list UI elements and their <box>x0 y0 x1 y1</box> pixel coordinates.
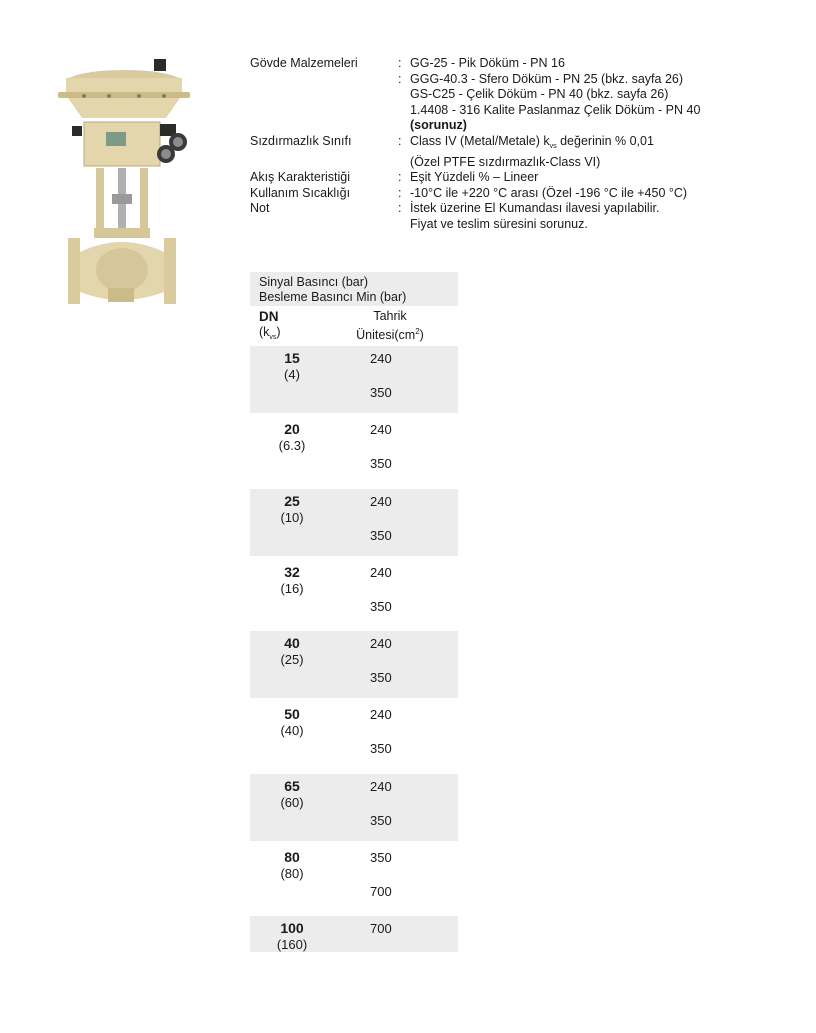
spec-values <box>410 170 790 186</box>
dn-header: DN <box>259 309 279 324</box>
dn-value: 80 <box>284 849 300 866</box>
actuator-size-value: 240 <box>370 493 392 509</box>
spec-label: Akış Karakteristiği <box>250 170 351 185</box>
spec-label: Sızdırmazlık Sınıfı <box>250 133 352 148</box>
actuator-size-value: 240 <box>370 707 392 723</box>
table-row <box>250 774 458 841</box>
kvs-value: (4) <box>284 367 300 382</box>
spec-value-line: Fiyat ve teslim süresini sorunuz. <box>410 216 588 231</box>
spec-row <box>250 56 790 72</box>
dn-value: 32 <box>284 563 300 580</box>
spec-row <box>250 72 790 134</box>
table-row <box>250 560 458 627</box>
kvs-value: (10) <box>280 509 304 525</box>
spec-values <box>410 134 790 170</box>
spec-colon: : <box>398 133 402 148</box>
spec-label: Kullanım Sıcaklığı <box>250 185 351 200</box>
kvs-value: (6.3) <box>278 438 306 454</box>
spec-colon: : <box>398 71 402 86</box>
actuator-size-value: 240 <box>370 422 392 438</box>
table-row <box>250 631 458 698</box>
table-body <box>250 346 458 952</box>
spec-values <box>410 56 790 72</box>
spec-label <box>250 72 398 134</box>
kvs-value: (80) <box>280 866 304 882</box>
kvs-value: (16) <box>280 580 304 596</box>
actuator-size-value: 350 <box>370 527 392 543</box>
actuator-size-value: 700 <box>370 921 392 937</box>
signal-pressure-label: Sinyal Basıncı (bar) <box>259 275 369 289</box>
spec-row <box>250 170 790 186</box>
spec-colon: : <box>398 170 402 185</box>
table-row <box>250 916 458 952</box>
dn-value: 50 <box>284 706 300 723</box>
spec-values <box>410 72 790 134</box>
spec-colon: : <box>398 56 402 70</box>
dn-value: 20 <box>284 421 300 438</box>
actuator-table <box>250 272 458 957</box>
spec-values <box>410 186 790 202</box>
kvs-value: (40) <box>280 723 304 739</box>
spec-label: Gövde Malzemeleri <box>250 56 358 70</box>
table-row <box>250 346 458 413</box>
supply-pressure-label: Besleme Basıncı Min (bar) <box>259 290 407 304</box>
spec-value-line: GGG-40.3 - Sfero Döküm - PN 25 (bkz. sayfa 26) <box>410 71 684 86</box>
spec-value-line: GS-C25 - Çelik Döküm - PN 40 (bkz. sayfa 26) <box>410 87 669 102</box>
spec-list <box>250 56 790 233</box>
spec-value-line: Eşit Yüzdeli % – Lineer <box>410 170 539 185</box>
spec-value-line: 1.4408 - 316 Kalite Paslanmaz Çelik Döküm - PN 40 <box>410 102 701 117</box>
kvs-header: $(k_{vs})$ <box>259 325 281 341</box>
spec-value-line: -10°C ile +220 °C arası (Özel -196 °C ile +450 °C) <box>410 185 688 200</box>
spec-values <box>410 201 790 232</box>
spec-colon: : <box>398 201 402 216</box>
dn-value: 40 <box>284 635 300 652</box>
spec-colon: : <box>398 185 402 200</box>
actuator-size-value: 350 <box>370 670 392 686</box>
spec-row <box>250 201 790 232</box>
table-row <box>250 489 458 556</box>
actuator-size-value: 350 <box>370 741 392 757</box>
spec-row <box>250 134 790 170</box>
table-row <box>250 702 458 769</box>
actuator-size-value: 700 <box>370 884 392 900</box>
kvs-value: (160) <box>276 937 308 953</box>
spec-value-line: (sorunuz) <box>410 118 467 133</box>
kvs-value: (60) <box>280 794 304 810</box>
actuator-size-value: 350 <box>370 456 392 472</box>
actuator-size-value: 240 <box>370 564 392 580</box>
spec-value-line: (Özel PTFE sızdırmazlık-Class VI) <box>410 154 601 169</box>
control-valve-image <box>54 56 194 311</box>
actuator-size-value: 240 <box>370 778 392 794</box>
actuator-size-value: 350 <box>370 812 392 828</box>
column-headers <box>250 306 458 346</box>
actuator-size-value: 240 <box>370 351 392 366</box>
actuator-size-value: 350 <box>370 598 392 614</box>
pressure-header <box>250 272 458 306</box>
spec-row <box>250 186 790 202</box>
table-row <box>250 417 458 484</box>
actuator-size-value: 240 <box>370 636 392 652</box>
spec-value-line: İstek üzerine El Kumandası ilavesi yapılabilir. <box>410 201 660 216</box>
spec-value-line: GG-25 - Pik Döküm - PN 16 <box>410 56 565 70</box>
actuator-size-value: 350 <box>370 385 392 400</box>
actuator-size-value: 350 <box>370 850 392 866</box>
dn-value: 65 <box>284 777 300 794</box>
dn-value: 25 <box>284 492 300 509</box>
spec-value-line: Class IV (Metal/Metale) $k_{vs}$ değerinin % 0,01 <box>410 133 654 150</box>
dn-value: 15 <box>284 350 300 366</box>
table-row <box>250 845 458 912</box>
actuator-header: Tahrik $Ünitesi(cm^2)$ <box>356 309 424 343</box>
dn-value: 100 <box>280 920 304 937</box>
kvs-value: (25) <box>280 652 304 668</box>
spec-label: Not <box>250 201 270 216</box>
